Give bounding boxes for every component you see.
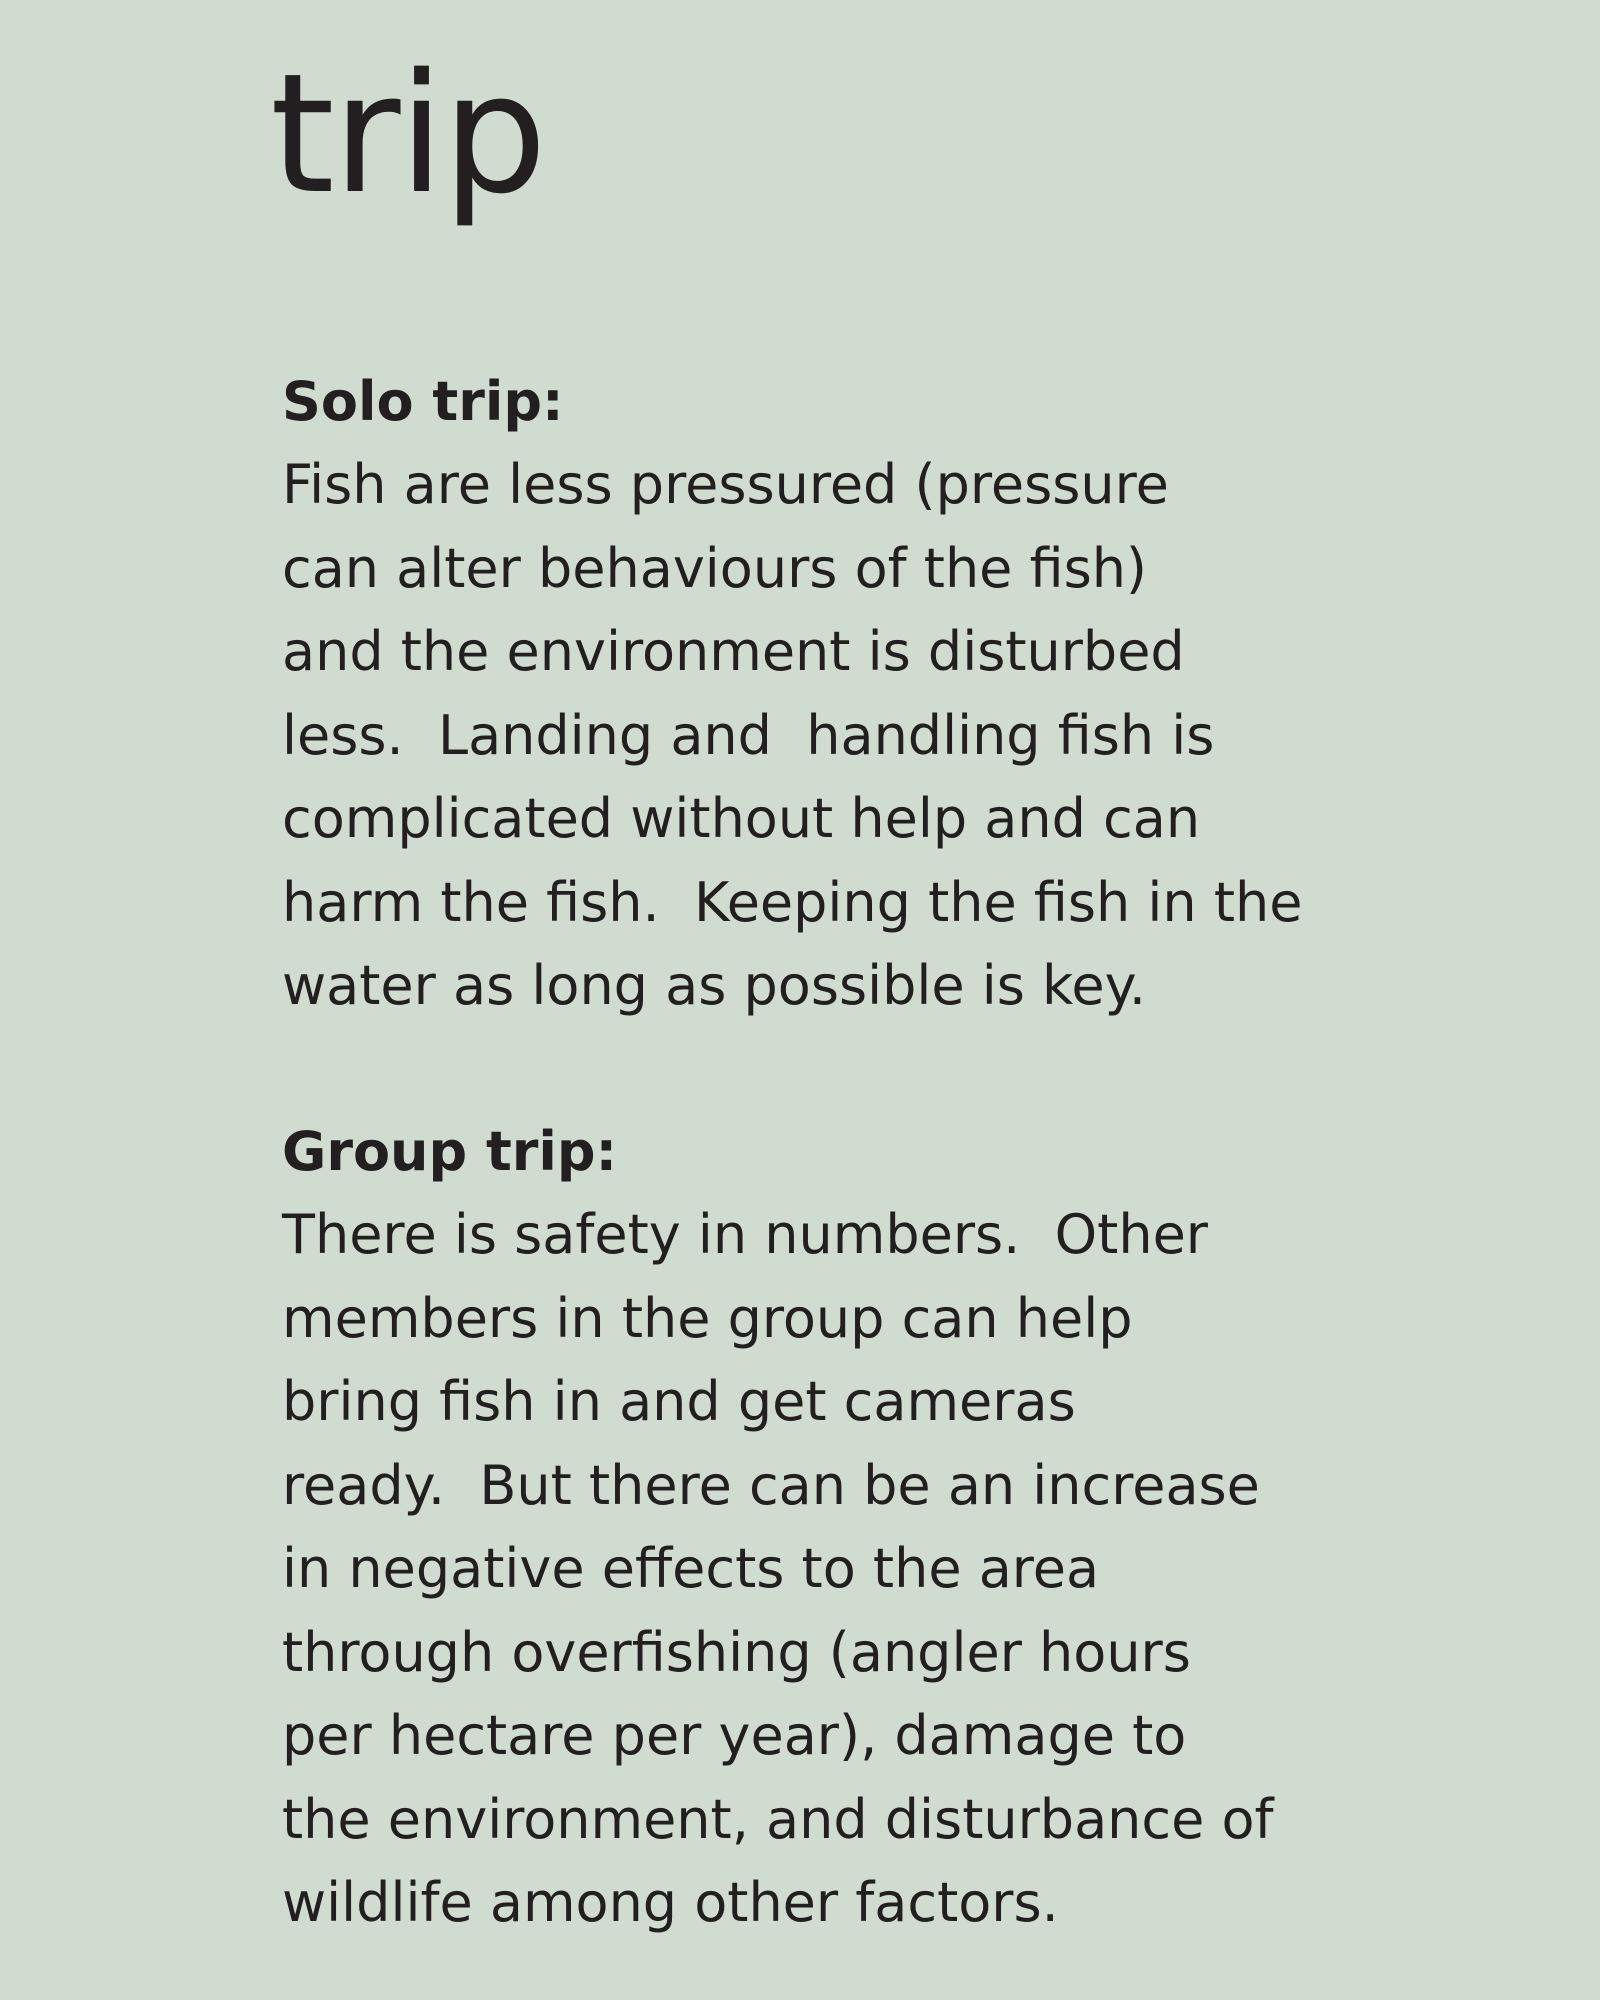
group-trip-section [282,1110,1362,1945]
group-trip-heading: Group trip: [282,1120,618,1183]
solo-trip-heading: Solo trip: [282,370,564,433]
solo-trip-line: harm the fish. Keeping the fish in the [282,870,1303,934]
solo-trip-line: and the environment is disturbed [282,620,1185,683]
solo-trip-line: complicated without help and can [282,787,1201,850]
group-trip-line: bring fish in and get cameras [282,1370,1076,1433]
group-trip-line: the environment, and disturbance of [282,1787,1274,1851]
group-trip-line: ready. But there can be an increase [282,1453,1260,1517]
page-title: trip [270,38,546,230]
solo-trip-line: less. Landing and handling fish is [282,703,1215,767]
group-trip-line: per hectare per year), damage to [282,1704,1187,1767]
solo-trip-line: can alter behaviours of the fish) [282,536,1148,600]
solo-trip-section [282,360,1362,1028]
group-trip-line: There is safety in numbers. Other [282,1203,1208,1266]
solo-trip-line: water as long as possible is key. [282,954,1147,1017]
solo-trip-line: Fish are less pressured (pressure [282,453,1169,516]
group-trip-line: members in the group can help [282,1286,1133,1350]
group-trip-line: through overfishing (angler hours [282,1620,1191,1684]
group-trip-line: in negative effects to the area [282,1537,1100,1600]
group-trip-line: wildlife among other factors. [282,1871,1059,1934]
